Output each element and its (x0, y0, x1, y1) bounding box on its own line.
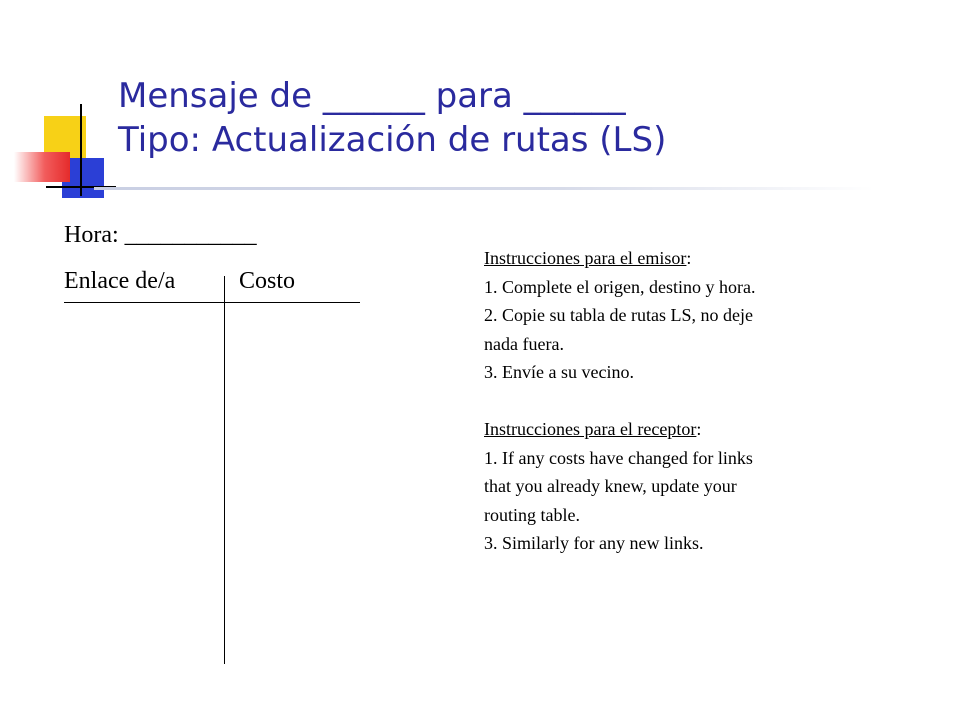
table-column-divider (224, 276, 225, 664)
sender-instruction: 3. Envíe a su vecino. (484, 362, 634, 382)
table-header-costo: Costo (239, 268, 296, 294)
receiver-instruction: 3. Similarly for any new links. (484, 533, 704, 553)
sender-instruction: 2. Copie su tabla de rutas LS, no deje (484, 305, 753, 325)
receiver-heading: Instrucciones para el receptor (484, 419, 697, 439)
title-line-1: Mensaje de ______ para ______ (118, 76, 626, 116)
receiver-heading-line: Instrucciones para el receptor: (484, 419, 702, 439)
receiver-instruction: routing table. (484, 504, 580, 525)
red-square (14, 152, 70, 182)
sender-heading-line: Instrucciones para el emisor: (484, 248, 692, 268)
receiver-instruction: that you already knew, update your (484, 476, 737, 496)
decorative-squares-logo (10, 100, 120, 200)
sender-instruction: 1. Complete el origen, destino y hora. (484, 276, 756, 297)
table-header-enlace: Enlace de/a (64, 268, 176, 294)
instructions-block (484, 244, 904, 558)
slide-title (118, 74, 918, 162)
title-divider (94, 187, 874, 190)
table-header-rule (64, 302, 360, 303)
instructions-spacer (484, 387, 904, 416)
receiver-instruction: 1. If any costs have changed for links (484, 447, 753, 468)
sender-heading: Instrucciones para el emisor (484, 248, 687, 268)
hora-field-label: Hora: ___________ (64, 222, 257, 248)
logo-vertical-line (80, 104, 82, 196)
sender-instruction: nada fuera. (484, 333, 564, 354)
title-line-2: Tipo: Actualización de rutas (LS) (118, 120, 667, 160)
